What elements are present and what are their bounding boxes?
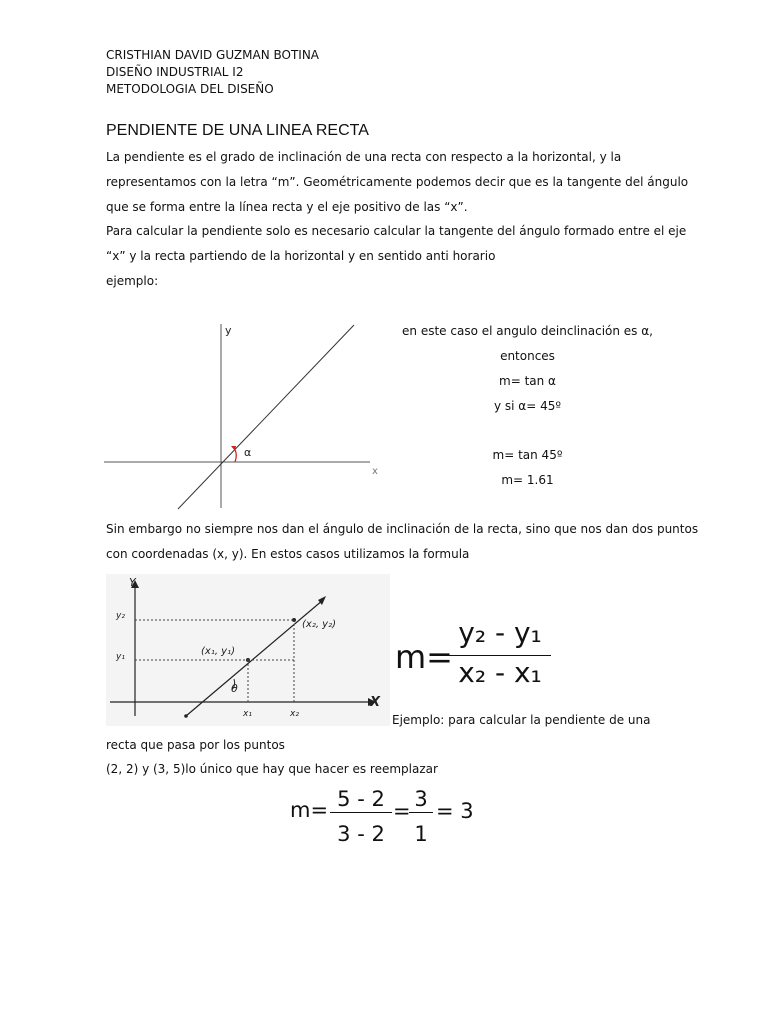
example1-line: m= tan α (499, 374, 556, 388)
formula-numerator: y₂ - y₁ (458, 616, 542, 649)
two-points-figure (106, 574, 390, 726)
calc-numerator-2: 3 (414, 787, 428, 811)
calc-denominator-2: 1 (414, 822, 428, 846)
author-name: CRISTHIAN DAVID GUZMAN BOTINA (106, 48, 320, 62)
calc-fraction-bar-2 (409, 812, 433, 813)
y1-label: y₁ (116, 652, 125, 662)
paragraph-line: Sin embargo no siempre nos dan el ángulo de inclinación de la recta, sino que nos dan dos puntos (106, 522, 699, 536)
x2-label: x₂ (290, 709, 299, 719)
page-title: PENDIENTE DE UNA LINEA RECTA (106, 122, 369, 139)
paragraph-line: Para calcular la pendiente solo es necesario calcular la tangente del ángulo formado entre el eje (106, 224, 687, 238)
formula-denominator: x₂ - x₁ (458, 656, 542, 689)
program-name: DISEÑO INDUSTRIAL I2 (106, 65, 244, 79)
paragraph-line: representamos con la letra “m”. Geométricamente podemos decir que es la tangente del ángulo (106, 175, 689, 189)
paragraph-line: que se forma entre la línea recta y el eje positivo de las “x”. (106, 200, 468, 214)
y-axis-label: Y (129, 576, 136, 589)
y-axis-label: y (225, 324, 232, 337)
example2-line: (2, 2) y (3, 5)lo único que hay que hacer es reemplazar (106, 762, 438, 776)
calc-fraction-bar-1 (330, 812, 392, 813)
paragraph-line: ejemplo: (106, 274, 159, 288)
calc-result: = 3 (436, 799, 474, 823)
calc-numerator-1: 5 - 2 (337, 787, 385, 811)
example1-line: m= tan 45º (492, 448, 563, 462)
example1-line: y si α= 45º (493, 399, 562, 413)
slope-angle-figure (100, 318, 390, 513)
calc-denominator-1: 3 - 2 (337, 822, 385, 846)
formula-lhs: m= (395, 638, 453, 676)
course-name: METODOLOGIA DEL DISEÑO (106, 82, 274, 96)
theta-label: θ (231, 682, 238, 695)
paragraph-line: “x” y la recta partiendo de la horizontal y en sentido anti horario (106, 249, 496, 263)
x-axis-label: X (370, 695, 381, 710)
calc-lhs: m= (290, 798, 329, 822)
example2-line: Ejemplo: para calcular la pendiente de una (392, 713, 651, 727)
slope-line (178, 325, 354, 509)
calc-equals: = (393, 799, 411, 823)
y2-label: y₂ (116, 611, 125, 621)
point-2-label: (x₂, y₂) (302, 619, 337, 630)
paragraph-line: con coordenadas (x, y). En estos casos utilizamos la formula (106, 547, 470, 561)
x1-label: x₁ (243, 709, 252, 719)
x-axis-label: x (372, 466, 378, 477)
example2-line: recta que pasa por los puntos (106, 738, 285, 752)
angle-label: α (244, 446, 252, 459)
paragraph-line: La pendiente es el grado de inclinación de una recta con respecto a la horizontal, y la (106, 150, 622, 164)
example1-line: entonces (500, 349, 555, 363)
example1-line: en este caso el angulo deinclinación es α, (402, 324, 653, 338)
point-1-label: (x₁, y₁) (201, 646, 236, 657)
example1-line: m= 1.61 (501, 473, 554, 487)
